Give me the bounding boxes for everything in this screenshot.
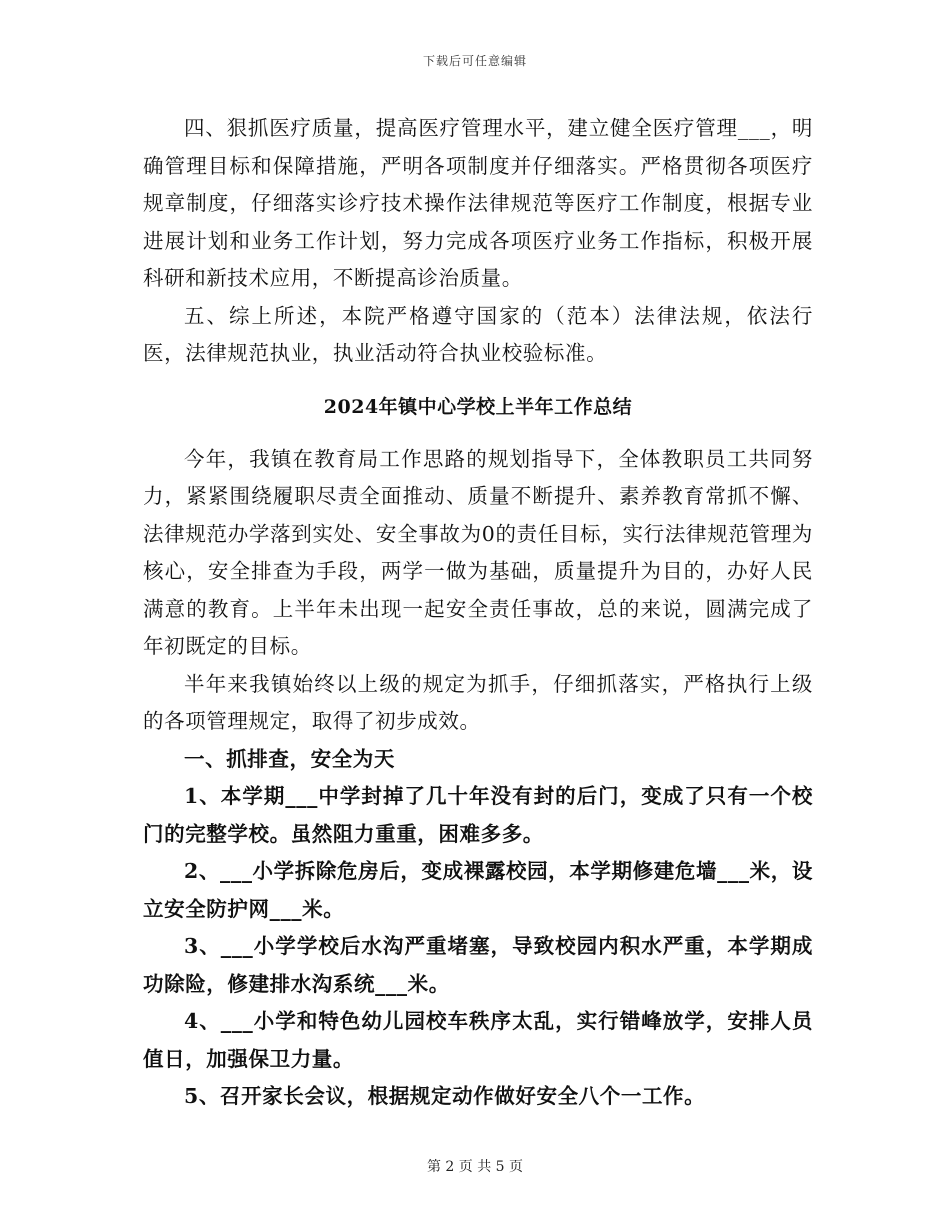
paragraph-item-four: 四、狠抓医疗质量，提高医疗管理水平，建立健全医疗管理___，明确管理目标和保障措施，严明各项制度并仔细落实。严格贯彻各项医疗规章制度，仔细落实诊疗技术操作法律规范等医疗工作制度，根据专业进展计划和业务工作计划，努力完成各项医疗业务工作指标，积极开展科研和新技术应用，不断提高诊治质量。 xyxy=(143,116,813,290)
subheading-safety: 一、抓排查，安全为天 xyxy=(184,746,395,771)
header-note: 下载后可任意编辑 xyxy=(422,54,527,68)
list-item: 2、___小学拆除危房后，变成裸露校园，本学期修建危墙___米，设立安全防护网___米。 xyxy=(143,859,813,921)
paragraph-item-five: 五、综上所述，本院严格遵守国家的（范本）法律法规，依法行医，法律规范执业，执业活动符合执业校验标准。 xyxy=(143,303,813,365)
list-item: 5、召开家长会议，根据规定动作做好安全八个一工作。 xyxy=(184,1084,706,1108)
list-item: 1、本学期___中学封掉了几十年没有封的后门，变成了只有一个校门的完整学校。虽然阻力重重，困难多多。 xyxy=(143,784,813,846)
section-title: 2024年镇中心学校上半年工作总结 xyxy=(323,395,633,418)
intro-paragraph-1: 今年，我镇在教育局工作思路的规划指导下，全体教职员工共同努力，紧紧围绕履职尽责全面推动、质量不断提升、素养教育常抓不懈、法律规范办学落到实处、安全事故为0的责任目标，实行法律规范管理为核心，安全排查为手段，两学一做为基础，质量提升为目的，办好人民满意的教育。上半年未出现一起安全责任事故，总的来说，圆满完成了年初既定的目标。 xyxy=(143,446,813,658)
page-number: 第 2 页 共 5 页 xyxy=(426,1159,524,1175)
list-item: 4、___小学和特色幼儿园校车秩序太乱，实行错峰放学，安排人员值日，加强保卫力量。 xyxy=(143,1009,813,1071)
intro-paragraph-2: 半年来我镇始终以上级的规定为抓手，仔细抓落实，严格执行上级的各项管理规定，取得了初步成效。 xyxy=(143,671,813,733)
document-body xyxy=(143,110,813,1116)
list-item: 3、___小学学校后水沟严重堵塞，导致校园内积水严重，本学期成功除险，修建排水沟系统___米。 xyxy=(143,934,813,996)
